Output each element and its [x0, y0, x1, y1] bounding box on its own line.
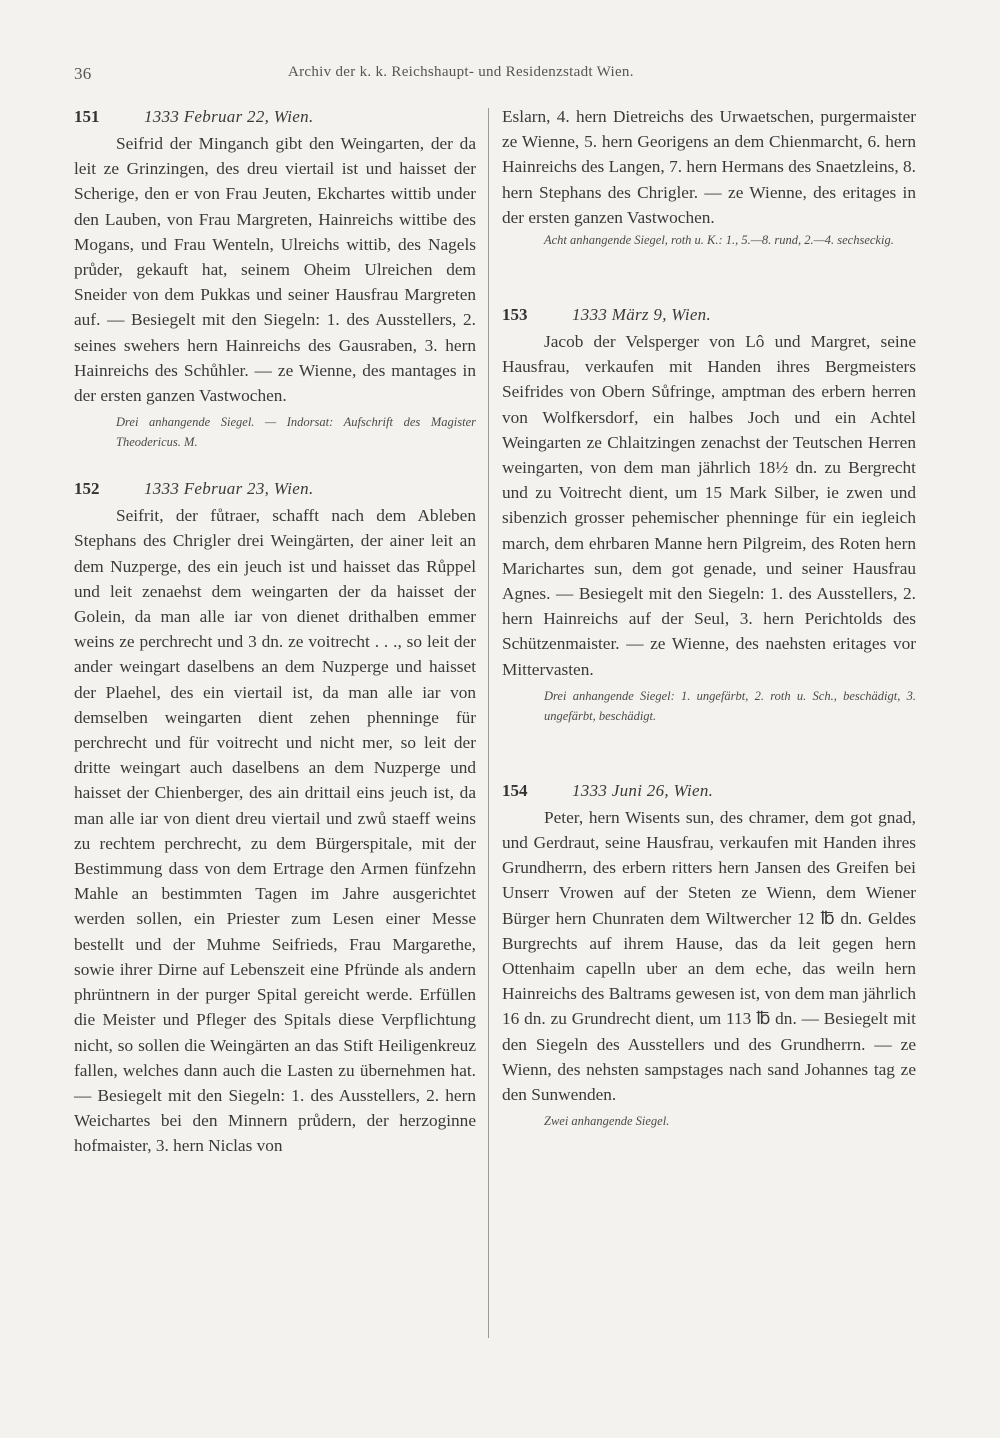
entry-number: 152 [74, 479, 100, 499]
entry-heading [502, 302, 916, 328]
entry-note: Drei anhangende Siegel: 1. ungefärbt, 2. roth u. Sch., beschädigt, 3. ungefärbt, beschädigt. [544, 688, 916, 723]
page-number: 36 [74, 64, 92, 83]
entry-number: 154 [502, 780, 528, 800]
entry-heading [74, 476, 476, 502]
entry-body [502, 805, 916, 1107]
left-column [74, 104, 476, 1159]
entry-date: 1333 Februar 22, Wien. [144, 107, 314, 126]
entry-152-continued [502, 104, 916, 250]
entry-heading [74, 104, 476, 130]
entry-note: Drei anhangende Siegel. — Indorsat: Aufschrift des Magister Theodericus. M. [116, 415, 476, 450]
entry-date: 1333 März 9, Wien. [572, 305, 712, 325]
entry-body-part1 [74, 503, 476, 1158]
entry-text: Seifrid der Minganch gibt den Weingarten, der da leit ze Grinzingen, des dreu viertail ist und haisset der Scherige, den er von Frau Jeuten, Ekchartes wittib under den Lauben, von Frau Margreten, Hainreichs wittibe des Mogans, und Frau Wenteln, Ulreichs wittib, des Nagels průder, gekauft hat, seinem Oheim Ulreichen dem Sneider von dem Pukkas und seiner Hausfrau Margreten auf. — Besiegelt mit den Siegeln: 1. des Ausstellers, 2. seines swehers hern Hainreichs des Gausraben, 3. hern Hainreichs des Schůhler. — ze Wienne, des mantages in der ersten ganzen Vastwochen. [74, 134, 476, 406]
entry-number: 151 [74, 107, 100, 126]
running-title: Archiv der k. k. Reichshaupt- und Residenzstadt Wien. [288, 64, 634, 80]
entry-152 [74, 476, 476, 1158]
entry-text: Peter, hern Wisents sun, des chramer, dem got gnad, und Gerdraut, seine Hausfrau, verkaufen mit Handen ihres Grundherrn, des erbern ritters hern Jansen des Greifen bei Unserr Vrowen auf der Steten ze Wienn, dem Wiener Bürger hern Chunraten dem Wiltwercher 12 ℔ dn. Geldes Burgrechts auf ihrem Hause, das da leit gegen hern Ottenhaim capelln uber an dem eche, das weiln hern Hainreichs des Baltrams gewesen ist, von dem man jährlich 16 dn. zu Grundrecht dient, um 113 ℔ dn. — Besiegelt mit den Siegeln des Ausstellers und des Grundherrn. — ze Wienn, des nehsten sampstages nach sand Johannes tag ze den Sunwenden. [502, 807, 916, 1105]
entry-text: Seifrit, der fůtraer, schafft nach dem Ableben Stephans des Chrigler drei Weingärten, der ainer leit an dem Nuzperge, des ein jeuch ist und haisset das Růppel und leit zenaehst dem weingarten der da haisset der Golein, da man alle iar von dienet drithalben emmer weins ze perchrecht und 3 dn. ze voitrecht . . ., so leit der ander weingart daselbens an dem Nuzperge und haisset der Plaehel, des ein viertail ist, da man alle iar von demselben weingarten dient zehen phenninge für perchrecht und für voitrecht und nicht mer, so leit der dritte weingart auch daselbens an dem Nuzperge und haisset der Chienberger, des ain drittail eins jeuch ist, da man alle iar von dient dreu viertail und zwů staeff weins zu rechtem perchrecht, zu dem Bürgerspitale, mit der Bestimmung dass von dem Ertrage den Armen fünfzehn Mahle an bestimmten Tagen im Jahre ausgerichtet werden sollen, ein Priester zum Lesen einer Messe bestellt und der Muhme Seifrieds, Frau Margarethe, sowie ihrer Dirne auf Lebenszeit eine Pfründe als andern phrüntnern in der purger Spital gereicht werde. Erfüllen die Meister und Pfleger des Spitals diese Verpflichtung nicht, so sollen die Weingärten an das Stift Heiligenkreuz fallen, welches dann auch die Lasten zu übernehmen hat. — Besiegelt mit den Siegeln: 1. des Ausstellers, 2. hern Weichartes bei den Minnern průdern, der herzoginne hofmaister, 3. hern Niclas von [74, 506, 476, 1156]
running-header [74, 64, 926, 88]
entry-body [74, 131, 476, 408]
column-divider [488, 108, 489, 1338]
entry-date: 1333 Juni 26, Wien. [572, 780, 714, 800]
entry-date: 1333 Februar 23, Wien. [144, 479, 314, 499]
entry-note: Acht anhangende Siegel, roth u. K.: 1., 5.—8. rund, 2.—4. sechseckig. [544, 233, 894, 248]
right-column [502, 104, 916, 1131]
entry-heading [502, 778, 916, 804]
entry-153 [502, 302, 916, 726]
entry-number: 153 [502, 305, 528, 325]
entry-151 [74, 104, 476, 452]
entry-text: Jacob der Velsperger von Lô und Margret, seine Hausfrau, verkaufen mit Handen ihres Bergmeisters Seifrides von Obern Sůfringe, amptman des erbern herren von Wolfkersdorf, ein halbes Joch und ein Achtel Weingarten ze Chlaitzingen zenachst der Teutschen Herren weingarten, von dem man jährlich 18½ dn. zu Bergrecht und zu Voitrecht dient, um 15 Mark Silber, ie zwen und sibenzich grosser pehemischer phenninge für ein iegleich march, dem ehrbaren Manne hern Pilgreim, des Roten hern Marichartes sun, dem got genade, und seiner Hausfrau Agnes. — Besiegelt mit den Siegeln: 1. des Ausstellers, 2. hern Hainreichs auf der Seul, 3. hern Perichtolds des Schützenmaister. — ze Wienne, des naehsten eritages vor Mittervasten. [502, 332, 916, 679]
entry-154 [502, 778, 916, 1131]
entry-body [502, 329, 916, 682]
entry-text-continued: Eslarn, 4. hern Dietreichs des Urwaetschen, purgermaister ze Wienne, 5. hern Georigens an dem Chienmarcht, 6. hern Hainreichs des Langen, 7. hern Hermans des Snaetzleins, 8. hern Stephans des Chrigler. — ze Wienne, des eritages in der ersten ganzen Vastwochen. [502, 107, 916, 227]
entry-note: Zwei anhangende Siegel. [544, 1114, 670, 1129]
